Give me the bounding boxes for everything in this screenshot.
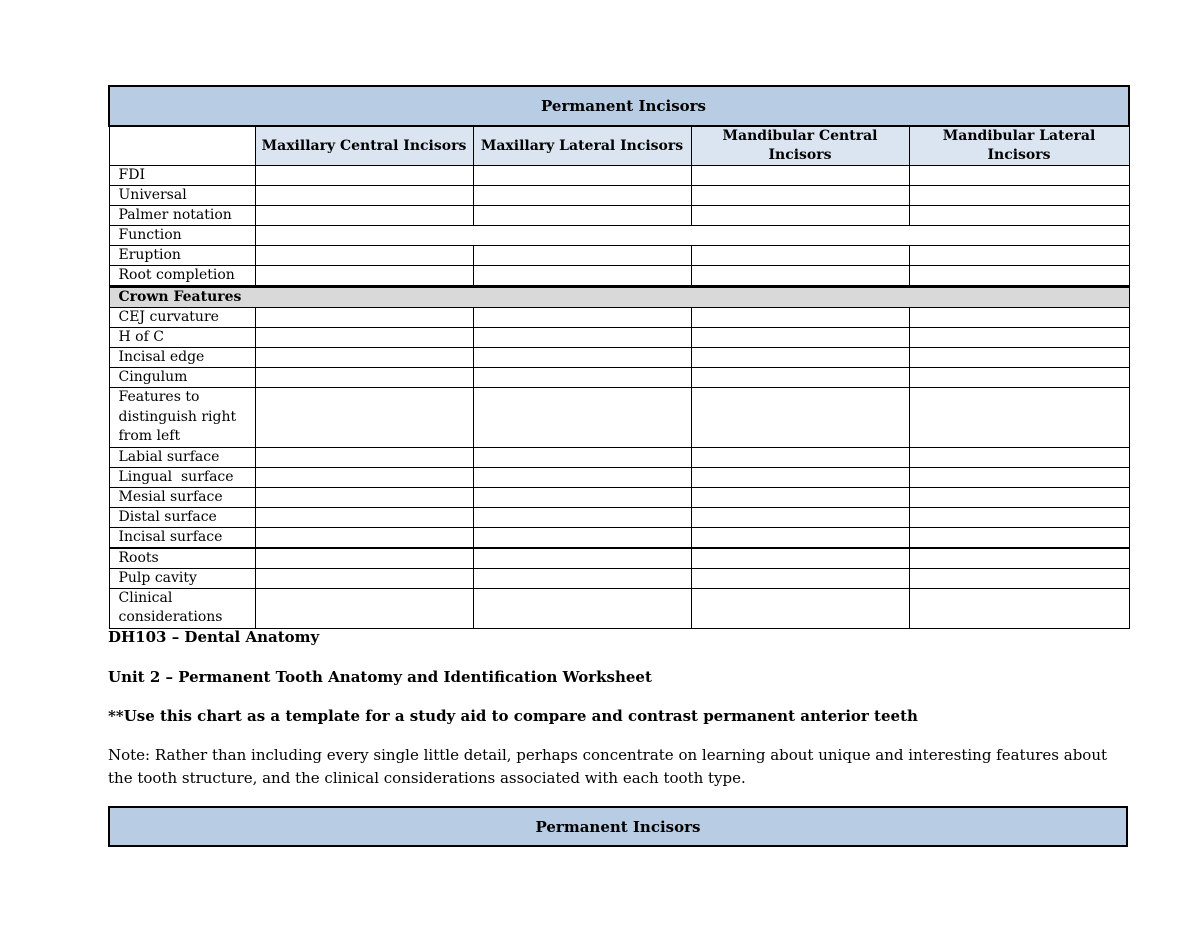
table-cell[interactable] (255, 246, 473, 266)
table-row (109, 348, 1129, 368)
table-cell[interactable] (255, 568, 473, 588)
table-row (109, 467, 1129, 487)
row-label-distinguish: Features to distinguish right from left (109, 388, 255, 448)
table-cell[interactable] (255, 166, 473, 186)
table-cell[interactable] (255, 548, 473, 569)
table-row (109, 246, 1129, 266)
table-cell[interactable] (691, 186, 909, 206)
header-blank-cell (109, 126, 255, 166)
table-cell[interactable] (691, 487, 909, 507)
table-cell[interactable] (909, 588, 1129, 628)
section-label: Crown Features (109, 287, 1129, 308)
note-text: Note: Rather than including every single little detail, perhaps concentrate on learning about unique and interesting features about the tooth structure, and the clinical considerations associated with each tooth type. (108, 746, 1108, 787)
table-cell[interactable] (473, 166, 691, 186)
table-cell[interactable] (473, 206, 691, 226)
table-cell[interactable] (473, 308, 691, 328)
table-cell[interactable] (473, 588, 691, 628)
table-cell[interactable] (255, 186, 473, 206)
table-cell[interactable] (909, 328, 1129, 348)
table-cell[interactable] (473, 266, 691, 287)
row-label-clinical: Clinical considerations (109, 588, 255, 628)
table-cell[interactable] (473, 368, 691, 388)
row-label-incisal-edge: Incisal edge (109, 348, 255, 368)
header-maxillary-central: Maxillary Central Incisors (255, 126, 473, 166)
table-cell[interactable] (909, 467, 1129, 487)
table-title: Permanent Incisors (109, 86, 1129, 126)
table-cell[interactable] (255, 487, 473, 507)
table-cell[interactable] (909, 348, 1129, 368)
table-cell[interactable] (473, 467, 691, 487)
table-cell[interactable] (691, 246, 909, 266)
table-row (109, 206, 1129, 226)
table-row (109, 487, 1129, 507)
table-cell[interactable] (473, 507, 691, 527)
bottom-table-title (108, 806, 1128, 847)
table-cell[interactable] (255, 447, 473, 467)
table-cell[interactable] (909, 308, 1129, 328)
course-title: DH103 – Dental Anatomy (108, 628, 320, 646)
table-cell[interactable] (691, 348, 909, 368)
instruction-text: **Use this chart as a template for a study aid to compare and contrast permanent anterior teeth (108, 707, 918, 725)
table-cell[interactable] (691, 568, 909, 588)
table-cell[interactable] (255, 467, 473, 487)
table-cell[interactable] (473, 246, 691, 266)
table-row (109, 186, 1129, 206)
incisors-table (108, 85, 1130, 629)
unit-title: Unit 2 – Permanent Tooth Anatomy and Identification Worksheet (108, 668, 652, 686)
table-cell[interactable] (473, 527, 691, 548)
table-cell[interactable] (691, 166, 909, 186)
table-row (109, 527, 1129, 548)
table-cell[interactable] (909, 246, 1129, 266)
table-cell[interactable] (909, 206, 1129, 226)
row-label-distal: Distal surface (109, 507, 255, 527)
row-label-eruption: Eruption (109, 246, 255, 266)
header-maxillary-lateral: Maxillary Lateral Incisors (473, 126, 691, 166)
table-row (109, 548, 1129, 569)
table-cell[interactable] (473, 548, 691, 569)
table-cell[interactable] (255, 368, 473, 388)
row-label-lingual: Lingual surface (109, 467, 255, 487)
table-cell[interactable] (691, 388, 909, 448)
table-cell[interactable] (691, 206, 909, 226)
table-cell[interactable] (691, 507, 909, 527)
row-label-labial: Labial surface (109, 447, 255, 467)
table-cell[interactable] (909, 548, 1129, 569)
row-label-incisal-surface: Incisal surface (109, 527, 255, 548)
table-cell[interactable] (909, 447, 1129, 467)
table-cell[interactable] (909, 166, 1129, 186)
table-cell[interactable] (255, 328, 473, 348)
table-cell[interactable] (255, 206, 473, 226)
header-mandibular-lateral: Mandibular Lateral Incisors (909, 126, 1129, 166)
table-row (109, 568, 1129, 588)
table-cell[interactable] (691, 447, 909, 467)
row-label-universal: Universal (109, 186, 255, 206)
table-row (109, 388, 1129, 448)
table-cell[interactable] (691, 368, 909, 388)
table-cell[interactable] (255, 348, 473, 368)
row-label-palmer: Palmer notation (109, 206, 255, 226)
row-label-root-completion: Root completion (109, 266, 255, 287)
row-label-hoc: H of C (109, 328, 255, 348)
table-row (109, 166, 1129, 186)
table-cell[interactable] (691, 548, 909, 569)
table-cell[interactable] (909, 527, 1129, 548)
table-cell[interactable] (473, 388, 691, 448)
table-row (109, 588, 1129, 628)
table-row (109, 447, 1129, 467)
row-label-function: Function (109, 226, 255, 246)
table-cell[interactable] (691, 328, 909, 348)
table-row (109, 308, 1129, 328)
table-cell[interactable] (691, 527, 909, 548)
table-row (109, 507, 1129, 527)
table-cell[interactable] (909, 388, 1129, 448)
table-cell[interactable] (909, 487, 1129, 507)
table-cell[interactable] (473, 447, 691, 467)
table-cell[interactable] (691, 308, 909, 328)
header-mandibular-central: Mandibular Central Incisors (691, 126, 909, 166)
bottom-table-title-text: Permanent Incisors (535, 817, 701, 836)
row-label-fdi: FDI (109, 166, 255, 186)
table-row (109, 226, 1129, 246)
table-cell[interactable] (691, 588, 909, 628)
table-cell-merged[interactable] (255, 226, 1129, 246)
table-cell[interactable] (909, 186, 1129, 206)
table-cell[interactable] (909, 507, 1129, 527)
table-cell[interactable] (473, 348, 691, 368)
table-cell[interactable] (473, 568, 691, 588)
table-cell[interactable] (473, 487, 691, 507)
table-cell[interactable] (473, 186, 691, 206)
table-cell[interactable] (255, 266, 473, 287)
table-header-row (109, 126, 1129, 166)
table-cell[interactable] (691, 266, 909, 287)
table-cell[interactable] (909, 266, 1129, 287)
table-cell[interactable] (691, 467, 909, 487)
table-row (109, 266, 1129, 287)
row-label-cingulum: Cingulum (109, 368, 255, 388)
table-cell[interactable] (255, 527, 473, 548)
table-title-row (109, 86, 1129, 126)
row-label-mesial: Mesial surface (109, 487, 255, 507)
table-cell[interactable] (255, 308, 473, 328)
table-cell[interactable] (255, 507, 473, 527)
table-row (109, 368, 1129, 388)
table-cell[interactable] (909, 368, 1129, 388)
table-row (109, 328, 1129, 348)
table-cell[interactable] (909, 568, 1129, 588)
table-cell[interactable] (255, 588, 473, 628)
row-label-pulp: Pulp cavity (109, 568, 255, 588)
table-cell[interactable] (255, 388, 473, 448)
section-row-crown-features (109, 287, 1129, 308)
table-cell[interactable] (473, 328, 691, 348)
row-label-cej: CEJ curvature (109, 308, 255, 328)
row-label-roots: Roots (109, 548, 255, 569)
